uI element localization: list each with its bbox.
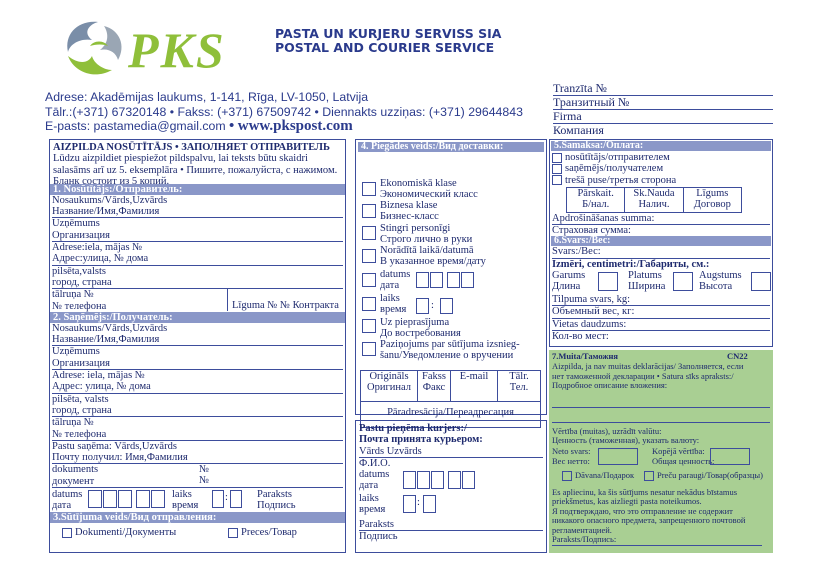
website-link[interactable]: www.pkspost.com — [237, 118, 353, 134]
logo-text: PKS — [128, 22, 226, 78]
total-value-box[interactable] — [710, 448, 750, 465]
checkbox[interactable] — [62, 528, 72, 538]
time-box[interactable] — [440, 298, 453, 314]
weight-field[interactable]: Svars:/Вес: — [552, 246, 770, 258]
date-box[interactable] — [417, 471, 430, 489]
transit-number-lv[interactable]: Tranzīta № — [553, 82, 773, 96]
checkbox[interactable] — [228, 528, 238, 538]
phone-line: Tālr.:(+371) 67320148 • Fakss: (+371) 67509742 • Diennakts uzziņas: (+371) 29644843 — [45, 104, 523, 119]
sample-option[interactable]: Preču paraugi/Товар(образцы) — [644, 471, 763, 481]
time-box[interactable] — [423, 495, 436, 513]
date-box[interactable] — [403, 471, 416, 489]
section-payment-header: 5.Samaksa:/Оплата: — [551, 141, 771, 151]
contract-number-field[interactable]: Līguma № № Контракта — [232, 300, 339, 312]
date-box[interactable] — [431, 471, 444, 489]
checkbox[interactable] — [362, 342, 376, 356]
checkbox[interactable] — [362, 226, 376, 240]
date-box[interactable] — [151, 490, 165, 508]
insurance-field[interactable]: Apdrošināšanas summa: — [552, 213, 770, 225]
section-sender-header: 1. Nosūtītājs:/Отправитель: — [50, 184, 345, 195]
sender-recipient-panel: AIZPILDA NOSŪTĪTĀJS • ЗАПОЛНЯЕТ ОТПРАВИТЕЛЬ Lūdzu aizpildiet piespiežot pildspalvu, lai teksts būtu skaidri salasāms arī uz 5. eksemplāra • Пишите, пожалуйста, с нажимом. Бланк состоит из 5 копий. 1. Nosūtītājs:/Отправитель: Nosaukums/Vārds,Uzvārds Название/Имя,Фамилия Uzņēmums Организация Adrese:iela, mājas № Адрес:улица, № дома pilsēta,valsts город, страна tālruņa № № телефона Līguma № № Контракта 2. Saņēmējs:/Получатель: Nosaukums/Vārds,Uzvārds Название/Имя,Фамилия Uzņēmums Организация Adrese: iela, mājas № Адрес: улица, № дома pilsēta, valsts город, страна tālruņa № № телефона Pastu saņēma: Vārds,Uzvārds Почту получил: Имя,Фамилия dokuments документ № № datums дата laiks время : Paraksts Подпись 3.Sūtījuma veids/Вид отправления: Dokumenti/Документы Preces/Товар — [49, 139, 346, 553]
transit-block — [553, 82, 773, 137]
date-box[interactable] — [448, 471, 461, 489]
date-box[interactable] — [118, 490, 132, 508]
time-box[interactable] — [212, 490, 224, 508]
readdress-field[interactable]: Pāradresācija/Переадресация — [387, 407, 514, 418]
checkbox[interactable] — [362, 204, 376, 218]
date-box[interactable] — [136, 490, 150, 508]
section-weight-header: 6.Svars:/Вес: — [551, 236, 771, 246]
cn22-label: CN22 — [727, 351, 748, 361]
logo — [60, 16, 240, 84]
checkbox[interactable] — [362, 249, 376, 263]
goods-option[interactable]: Preces/Товар — [228, 527, 297, 538]
date-box[interactable] — [430, 272, 443, 288]
time-box[interactable] — [230, 490, 242, 508]
checkbox[interactable] — [362, 297, 376, 311]
time-box[interactable] — [403, 495, 416, 513]
section-delivery-header: 4. Piegādes veids:/Вид доставки: — [358, 142, 544, 152]
company-name-en: POSTAL AND COURIER SERVICE — [275, 40, 495, 55]
address-line: Adrese: Akadēmijas laukums, 1-141, Rīga, LV-1050, Latvija — [45, 90, 369, 104]
date-box[interactable] — [461, 272, 474, 288]
net-weight-box[interactable] — [598, 448, 638, 465]
length-box[interactable] — [598, 272, 618, 291]
company-name-lv: PASTA UN KURJERU SERVISS SIA — [275, 26, 502, 41]
section-shipment-type-header: 3.Sūtījuma veids/Вид отправления: — [50, 512, 345, 523]
date-box[interactable] — [447, 272, 460, 288]
date-box[interactable] — [416, 272, 429, 288]
transit-number-ru[interactable]: Транзитный № — [553, 96, 773, 110]
sender-intro-title: AIZPILDA NOSŪTĪTĀJS • ЗАПОЛНЯЕТ ОТПРАВИТЕЛЬ — [53, 142, 330, 153]
documents-option[interactable]: Dokumenti/Документы — [62, 527, 176, 538]
date-box[interactable] — [88, 490, 102, 508]
customs-header: 7.Muita/Таможня — [552, 351, 619, 361]
company-field-ru[interactable]: Компания — [553, 123, 604, 137]
time-box[interactable] — [416, 298, 429, 314]
gift-option[interactable]: Dāvana/Подарок — [562, 471, 634, 481]
company-field-lv[interactable]: Firma — [553, 110, 773, 124]
email-text: E-pasts: pastamedia@gmail.com — [45, 119, 226, 133]
contents-line[interactable] — [552, 408, 770, 423]
section-recipient-header: 2. Saņēmējs:/Получатель: — [50, 312, 345, 323]
pieces-field[interactable]: Vietas daudzums: — [552, 319, 770, 331]
volume-weight-field[interactable]: Tilpuma svars, kg: — [552, 294, 770, 306]
courier-acceptance-panel: Pastu pieņēma kurjers:/ Почта принята курьером: Vārds Uzvārds Ф.И.О. datums дата laiks время : Paraksts Подпись — [355, 420, 547, 553]
date-box[interactable] — [462, 471, 475, 489]
delivery-panel: 4. Piegādes veids:/Вид доставки: Ekonomiskā klase Экономический класс Biznesa klase Бизнес-класс Stingri personīgi Строго лично в руки Norādītā laikā/datumā В указанное время/дату datums дата laiks время : Uz pieprasījuma До востребования Paziņojums par sūtījuma izsnieg- šanu/Уведомление о вручении Origināls Оригинал Fakss Факс E-mail Tālr. Тел. Pāradresācija/Переадресация — [355, 139, 547, 415]
recipient-datetime-row: datums дата laiks время : Paraksts Подпись — [52, 489, 296, 512]
customs-signature[interactable]: Paraksts/Подпись: — [552, 535, 762, 546]
customs-panel: 7.Muita/Таможня CN22 Aizpilda, ja nav muitas deklarācijas/ Заполняется, если нет таможенной декларации • Satura sīks apraksts:/ Подробное описание вложения: Vērtība (muitas), uzrādīt valūtu: Ценность (таможенная), указать валюту: Neto svars: Вес нетто: Kopējā vērtība: Общая ценность: Dāvana/Подарок Preču paraugi/Товар(образцы) Es apliecinu, ka šis sūtījums nesatur nekādus bīstamus priekšmetus, kas aizliegti pasta noteikumos. Я подтверждаю, что это отправление не содержит никакого опасного предмета, запрещенного почтовой регламентацией. Paraksts/Подпись: — [549, 350, 773, 553]
copy-type-table: Origināls Оригинал Fakss Факс E-mail Tālr. Тел. Pāradresācija/Переадресация — [360, 370, 541, 428]
payment-weight-panel: 5.Samaksa:/Оплата: nosūtītājs/отправителем saņēmējs/получателем trešā puse/третья сторона Pārskait. Б/нал. Sk.Nauda Налич. Līgums Договор Apdrošināšanas summa: Страховая сумма: 6.Svars:/Вес: Svars:/Вес: Izmēri, centimetri:/Габариты, см.: Garums Длина Platums Ширина Augstums Высота Tilpuma svars, kg: Объемный вес, кг: Vietas daudzums: Кол-во мест: — [549, 139, 773, 347]
logo-swirl-icon — [60, 16, 132, 82]
checkbox[interactable] — [362, 273, 376, 287]
width-box[interactable] — [673, 272, 693, 291]
checkbox[interactable] — [362, 319, 376, 333]
checkbox[interactable] — [362, 182, 376, 196]
contents-line[interactable] — [552, 391, 770, 408]
date-box[interactable] — [103, 490, 117, 508]
height-box[interactable] — [751, 272, 771, 291]
